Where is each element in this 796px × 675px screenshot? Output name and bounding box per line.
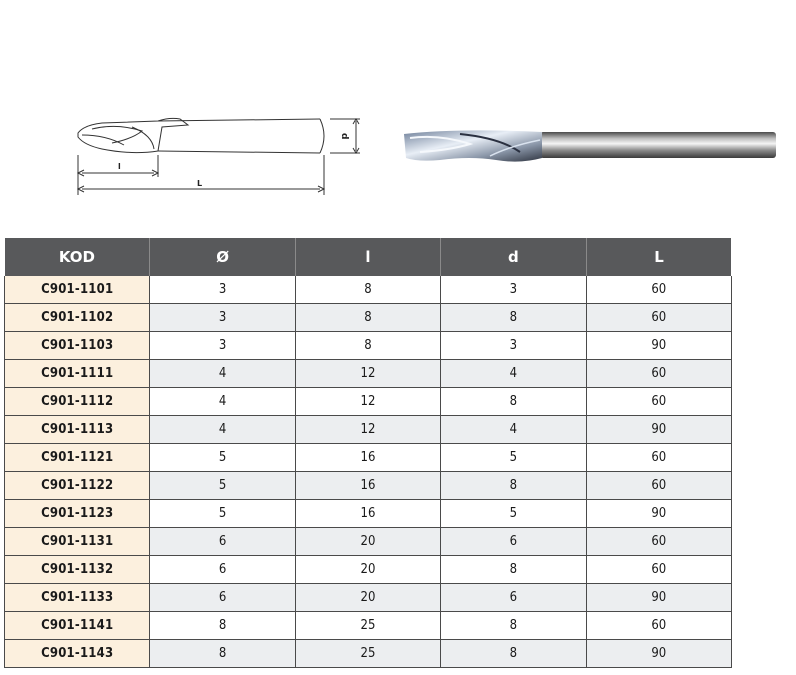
tool-photo	[400, 120, 780, 170]
cell-diameter: 5	[150, 500, 295, 528]
table-row	[5, 472, 732, 500]
cell-cutting-length: 8	[295, 332, 440, 360]
table-row	[5, 556, 732, 584]
cell-shank-diameter: 4	[441, 416, 586, 444]
cell-kod: C901-1102	[5, 304, 150, 332]
cell-kod: C901-1123	[5, 500, 150, 528]
table-row	[5, 612, 732, 640]
table-row	[5, 640, 732, 668]
spec-table	[4, 238, 732, 668]
cell-shank-diameter: 8	[441, 640, 586, 668]
cell-total-length: 90	[586, 640, 731, 668]
table-row	[5, 304, 732, 332]
cell-cutting-length: 8	[295, 276, 440, 304]
cell-total-length: 60	[586, 360, 731, 388]
table-header-row	[5, 238, 732, 276]
cell-diameter: 5	[150, 472, 295, 500]
cell-diameter: 4	[150, 360, 295, 388]
cell-shank-diameter: 3	[441, 276, 586, 304]
cell-kod: C901-1121	[5, 444, 150, 472]
cell-diameter: 6	[150, 528, 295, 556]
table-row	[5, 388, 732, 416]
cell-kod: C901-1132	[5, 556, 150, 584]
cell-shank-diameter: 5	[441, 500, 586, 528]
cell-shank-diameter: 6	[441, 528, 586, 556]
cell-total-length: 60	[586, 556, 731, 584]
cell-kod: C901-1122	[5, 472, 150, 500]
header-shank-diameter: d	[441, 238, 586, 276]
table-row	[5, 500, 732, 528]
table-row	[5, 528, 732, 556]
cell-cutting-length: 12	[295, 416, 440, 444]
cell-diameter: 3	[150, 276, 295, 304]
cell-kod: C901-1113	[5, 416, 150, 444]
cell-total-length: 60	[586, 276, 731, 304]
cell-diameter: 6	[150, 584, 295, 612]
label-L: L	[197, 179, 203, 188]
cell-diameter: 4	[150, 416, 295, 444]
cell-diameter: 8	[150, 640, 295, 668]
cell-cutting-length: 25	[295, 612, 440, 640]
table-row	[5, 276, 732, 304]
label-l: l	[118, 162, 121, 171]
header-total-length: L	[586, 238, 731, 276]
cell-diameter: 5	[150, 444, 295, 472]
cell-shank-diameter: 5	[441, 444, 586, 472]
tool-dimension-drawing	[62, 105, 372, 200]
cell-total-length: 60	[586, 528, 731, 556]
header-kod: KOD	[5, 238, 150, 276]
header-cutting-length: l	[295, 238, 440, 276]
cell-shank-diameter: 3	[441, 332, 586, 360]
table-row	[5, 360, 732, 388]
cell-cutting-length: 8	[295, 304, 440, 332]
cell-total-length: 60	[586, 444, 731, 472]
cell-diameter: 4	[150, 388, 295, 416]
cell-shank-diameter: 8	[441, 472, 586, 500]
cell-cutting-length: 16	[295, 472, 440, 500]
cell-kod: C901-1112	[5, 388, 150, 416]
cell-kod: C901-1141	[5, 612, 150, 640]
table-row	[5, 332, 732, 360]
table-row	[5, 584, 732, 612]
cell-shank-diameter: 8	[441, 556, 586, 584]
cell-diameter: 3	[150, 304, 295, 332]
cell-shank-diameter: 8	[441, 388, 586, 416]
cell-total-length: 60	[586, 612, 731, 640]
cell-cutting-length: 12	[295, 388, 440, 416]
cell-total-length: 60	[586, 388, 731, 416]
cell-cutting-length: 12	[295, 360, 440, 388]
table-row	[5, 416, 732, 444]
cell-cutting-length: 20	[295, 556, 440, 584]
cell-total-length: 60	[586, 472, 731, 500]
cell-total-length: 90	[586, 584, 731, 612]
cell-total-length: 90	[586, 500, 731, 528]
cell-kod: C901-1103	[5, 332, 150, 360]
cell-diameter: 8	[150, 612, 295, 640]
cell-total-length: 90	[586, 416, 731, 444]
cell-cutting-length: 25	[295, 640, 440, 668]
table-row	[5, 444, 732, 472]
cell-cutting-length: 20	[295, 584, 440, 612]
cell-kod: C901-1111	[5, 360, 150, 388]
cell-kod: C901-1143	[5, 640, 150, 668]
label-d: d	[339, 133, 349, 140]
header-diameter: Ø	[150, 238, 295, 276]
cell-shank-diameter: 8	[441, 304, 586, 332]
cell-total-length: 90	[586, 332, 731, 360]
cell-shank-diameter: 6	[441, 584, 586, 612]
cell-kod: C901-1133	[5, 584, 150, 612]
cell-kod: C901-1101	[5, 276, 150, 304]
cell-cutting-length: 16	[295, 444, 440, 472]
cell-diameter: 3	[150, 332, 295, 360]
cell-cutting-length: 20	[295, 528, 440, 556]
cell-diameter: 6	[150, 556, 295, 584]
cell-total-length: 60	[586, 304, 731, 332]
cell-cutting-length: 16	[295, 500, 440, 528]
cell-kod: C901-1131	[5, 528, 150, 556]
cell-shank-diameter: 4	[441, 360, 586, 388]
cell-shank-diameter: 8	[441, 612, 586, 640]
